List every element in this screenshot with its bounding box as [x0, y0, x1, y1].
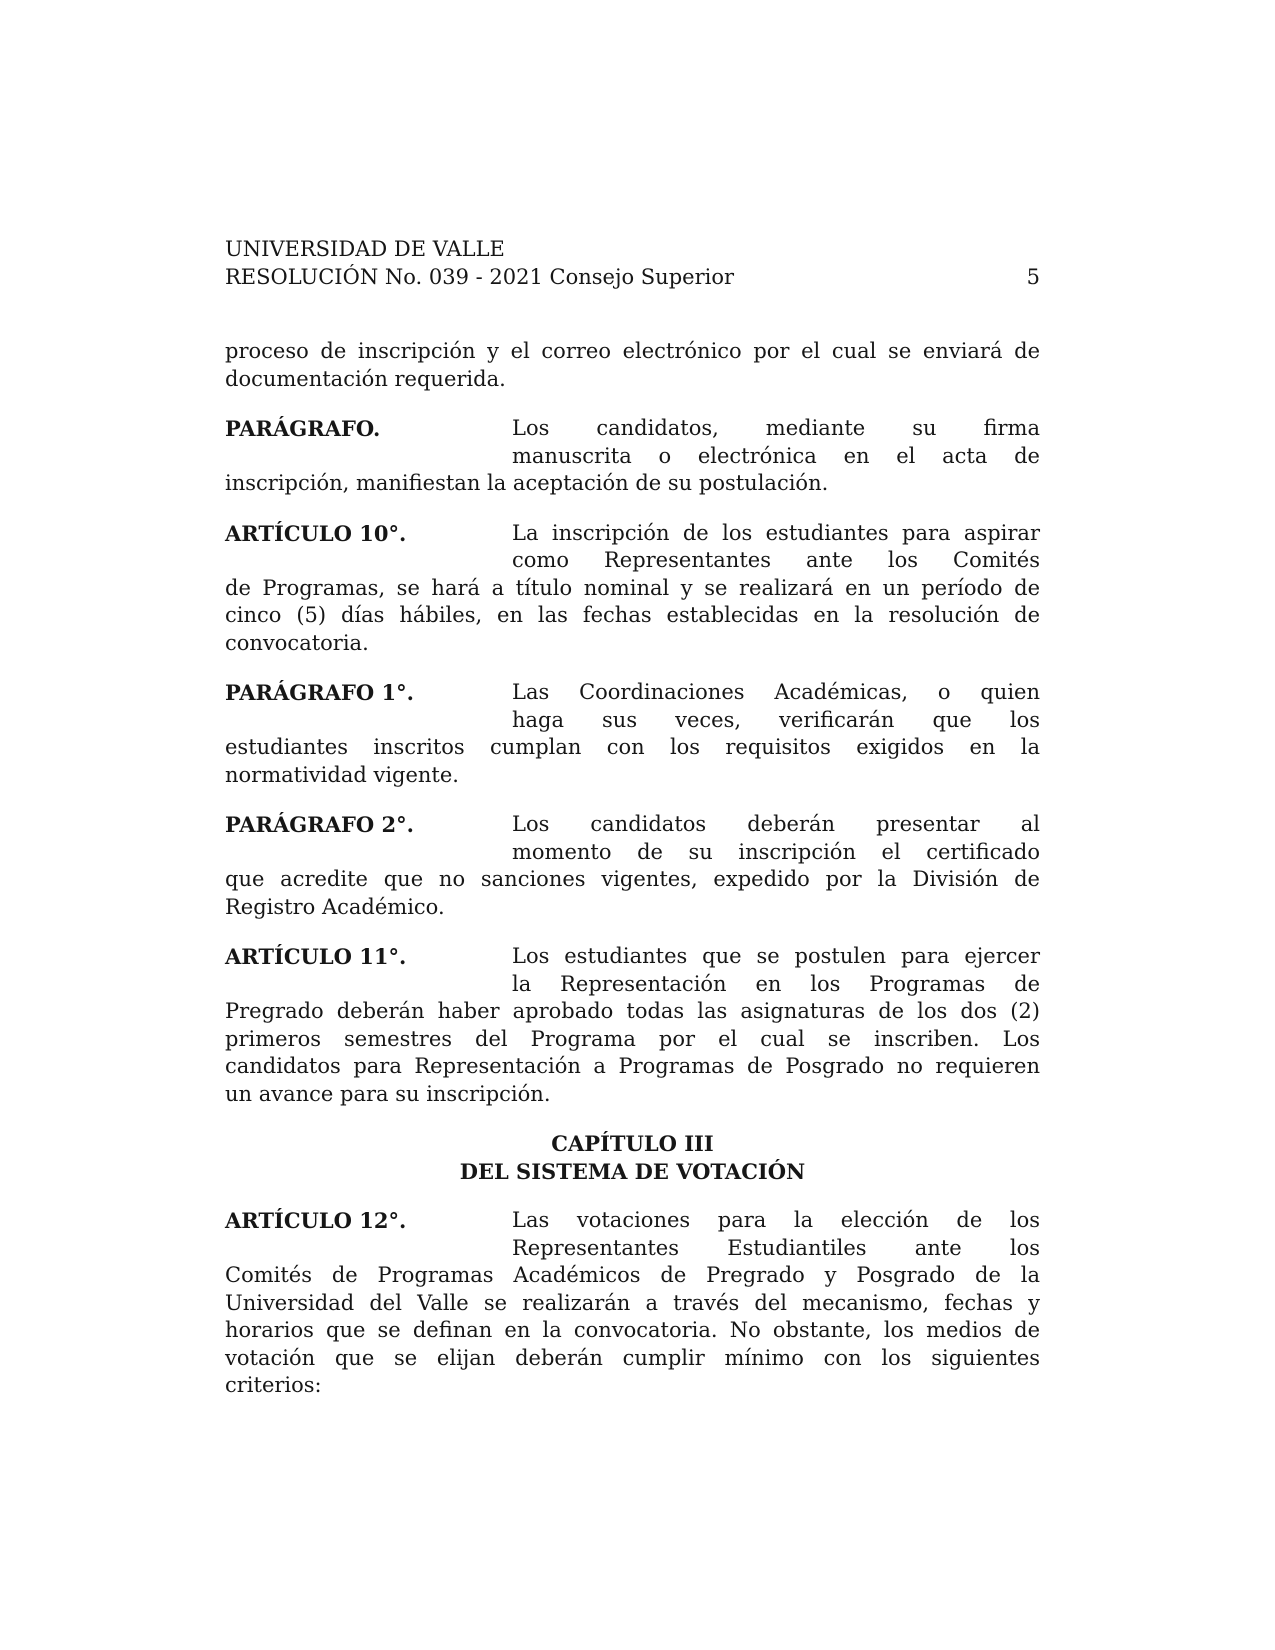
page-number: 5	[1026, 264, 1040, 289]
block-label: ARTÍCULO 11°.	[225, 944, 407, 969]
text-line: convocatoria.	[225, 630, 369, 655]
text-line: votación que se elijan deberán cumplir mínimo con los siguientes	[225, 1345, 1040, 1370]
text-line: Representantes Estudiantiles ante los	[512, 1235, 1040, 1260]
labeled-block	[225, 520, 1040, 658]
labeled-block	[225, 811, 1040, 921]
text-line: manuscrita o electrónica en el acta de	[512, 443, 1040, 468]
text-line: haga sus veces, verificarán que los	[512, 707, 1040, 732]
text-line: momento de su inscripción el certificado	[512, 839, 1040, 864]
header-resolution: RESOLUCIÓN No. 039 - 2021 Consejo Superior	[225, 264, 735, 289]
text-line: Los candidatos deberán presentar al	[512, 812, 1040, 836]
text-line: Universidad del Valle se realizarán a través del mecanismo, fechas y	[225, 1290, 1040, 1315]
text-line: documentación requerida.	[225, 366, 506, 391]
text-line: primeros semestres del Programa por el cual se inscriben. Los	[225, 1026, 1040, 1051]
header-row	[225, 264, 1040, 292]
block-label: ARTÍCULO 12°.	[225, 1208, 407, 1233]
chapter-heading	[225, 1130, 1040, 1185]
block-label: PARÁGRAFO.	[225, 416, 381, 441]
paragraph-block	[225, 338, 1040, 393]
block-label: ARTÍCULO 10°.	[225, 520, 407, 546]
text-line: Pregrado deberán haber aprobado todas las asignaturas de los dos (2)	[225, 999, 1040, 1023]
text-line: horarios que se definan en la convocatoria. No obstante, los medios de	[225, 1318, 1040, 1342]
text-line: La inscripción de los estudiantes para aspirar	[512, 520, 1040, 545]
text-line: estudiantes inscritos cumplan con los requisitos exigidos en la	[225, 735, 1040, 759]
text-line: Comités de Programas Académicos de Pregrado y Posgrado de la	[225, 1263, 1040, 1287]
text-line: inscripción, manifiestan la aceptación de su postulación.	[225, 471, 829, 495]
text-line: Los estudiantes que se postulen para ejercer	[512, 944, 1040, 968]
text-line: candidatos para Representación a Programas de Posgrado no requieren	[225, 1054, 1040, 1078]
chapter-heading-line: DEL SISTEMA DE VOTACIÓN	[459, 1158, 806, 1184]
text-line: la Representación en los Programas de	[512, 971, 1040, 996]
header-institution: UNIVERSIDAD DE VALLE	[225, 237, 505, 261]
block-label: PARÁGRAFO 2°.	[225, 812, 414, 837]
text-line: como Representantes ante los Comités	[512, 548, 1040, 572]
labeled-block	[225, 679, 1040, 789]
text-line: proceso de inscripción y el correo electrónico por el cual se enviará de	[225, 339, 1040, 363]
chapter-heading-line: CAPÍTULO III	[551, 1131, 714, 1156]
labeled-block	[225, 943, 1040, 1108]
page-header	[225, 236, 1040, 291]
text-line: que acredite que no sanciones vigentes, expedido por la División de	[225, 867, 1040, 891]
document-body	[225, 338, 1040, 1400]
block-label: PARÁGRAFO 1°.	[225, 680, 414, 705]
text-line: Los candidatos, mediante su firma	[512, 416, 1040, 440]
text-line: cinco (5) días hábiles, en las fechas establecidas en la resolución de	[225, 603, 1040, 627]
text-line: Registro Académico.	[225, 894, 445, 919]
text-line: criterios:	[225, 1373, 322, 1397]
labeled-block	[225, 415, 1040, 498]
labeled-block	[225, 1207, 1040, 1400]
text-line: Las votaciones para la elección de los	[512, 1208, 1040, 1232]
text-line: normatividad vigente.	[225, 762, 459, 787]
text-line: un avance para su inscripción.	[225, 1081, 551, 1106]
page-content	[225, 236, 1040, 1400]
text-line: Las Coordinaciones Académicas, o quien	[512, 680, 1040, 704]
text-line: de Programas, se hará a título nominal y se realizará en un período de	[225, 575, 1040, 600]
